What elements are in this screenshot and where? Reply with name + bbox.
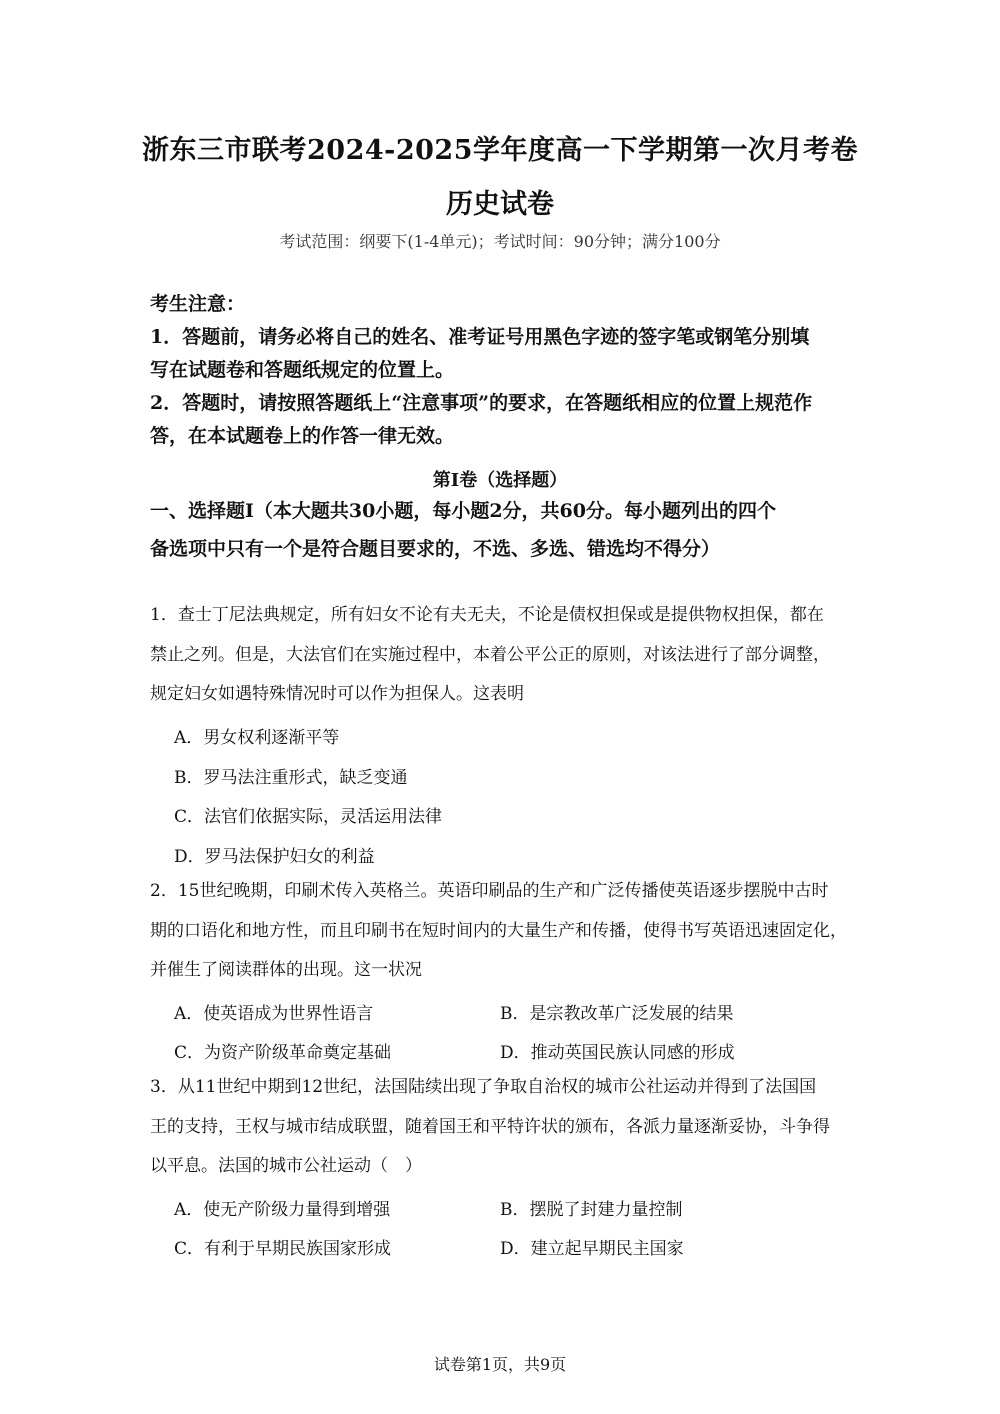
question-stem-line: 以平息。法国的城市公社运动（ ） (150, 1156, 422, 1176)
question-2-option-d: D．推动英国民族认同感的形成 (500, 1043, 735, 1063)
notice-line: 答，在本试题卷上的作答一律无效。 (150, 425, 455, 447)
question-stem-line: 1．查士丁尼法典规定，所有妇女不论有夫无夫，不论是债权担保或是提供物权担保，都在 (150, 605, 824, 625)
question-1-option-a: A．男女权利逐渐平等 (174, 728, 340, 748)
question-1-option-d: D．罗马法保护妇女的利益 (174, 847, 375, 867)
part-heading-line: 一、选择题Ⅰ（本大题共30小题，每小题2分，共60分。每小题列出的四个 (150, 500, 776, 522)
section-heading: 第Ⅰ卷（选择题） (432, 470, 568, 491)
question-1-stem (150, 596, 870, 715)
question-3-option-b: B．摆脱了封建力量控制 (500, 1200, 683, 1220)
question-1-option-c: C．法官们依据实际，灵活运用法律 (174, 807, 443, 827)
notice-line: 2．答题时，请按照答题纸上“注意事项”的要求，在答题纸相应的位置上规范作 (150, 392, 813, 414)
question-stem-line: 2．15世纪晚期，印刷术传入英格兰。英语印刷品的生产和广泛传播使英语逐步摆脱中古时 (150, 881, 829, 901)
question-2-option-c: C．为资产阶级革命奠定基础 (174, 1043, 392, 1063)
part-heading (150, 492, 870, 568)
notice-block (150, 288, 870, 453)
notice-heading: 考生注意： (150, 293, 246, 315)
exam-subtitle: 历史试卷 (446, 189, 554, 220)
part-heading-line: 备选项中只有一个是符合题目要求的，不选、多选、错选均不得分） (150, 538, 721, 560)
question-stem-line: 禁止之列。但是，大法官们在实施过程中，本着公平公正的原则，对该法进行了部分调整， (150, 644, 830, 665)
exam-title: 浙东三市联考2024-2025学年度高一下学期第一次月考卷 (142, 135, 858, 166)
question-stem-line: 王的支持，王权与城市结成联盟，随着国王和平特许状的颁布，各派力量逐渐妥协，斗争得 (150, 1116, 830, 1137)
question-2-stem (150, 872, 870, 991)
question-2-option-a: A．使英语成为世界性语言 (174, 1004, 374, 1024)
question-1-option-b: B．罗马法注重形式，缺乏变通 (174, 768, 408, 788)
question-stem-line: 3．从11世纪中期到12世纪，法国陆续出现了争取自治权的城市公社运动并得到了法国国 (150, 1077, 817, 1097)
question-3-option-a: A．使无产阶级力量得到增强 (174, 1200, 391, 1220)
page-footer: 试卷第1页，共9页 (433, 1355, 567, 1374)
notice-line: 写在试题卷和答题纸规定的位置上。 (150, 359, 455, 381)
exam-scope: 考试范围：纲要下(1-4单元)；考试时间：90分钟；满分100分 (279, 232, 721, 251)
question-stem-line: 并催生了阅读群体的出现。这一状况 (150, 960, 422, 980)
question-2-option-b: B．是宗教改革广泛发展的结果 (500, 1004, 734, 1024)
question-stem-line: 期的口语化和地方性，而且印刷书在短时间内的大量生产和传播，使得书写英语迅速固定化， (150, 920, 847, 941)
question-3-stem (150, 1068, 870, 1187)
notice-line: 1．答题前，请务必将自己的姓名、准考证号用黑色字迹的签字笔或钢笔分别填 (150, 326, 810, 348)
question-3-option-c: C．有利于早期民族国家形成 (174, 1239, 392, 1259)
question-3-option-d: D．建立起早期民主国家 (500, 1239, 684, 1259)
question-stem-line: 规定妇女如遇特殊情况时可以作为担保人。这表明 (150, 684, 524, 704)
